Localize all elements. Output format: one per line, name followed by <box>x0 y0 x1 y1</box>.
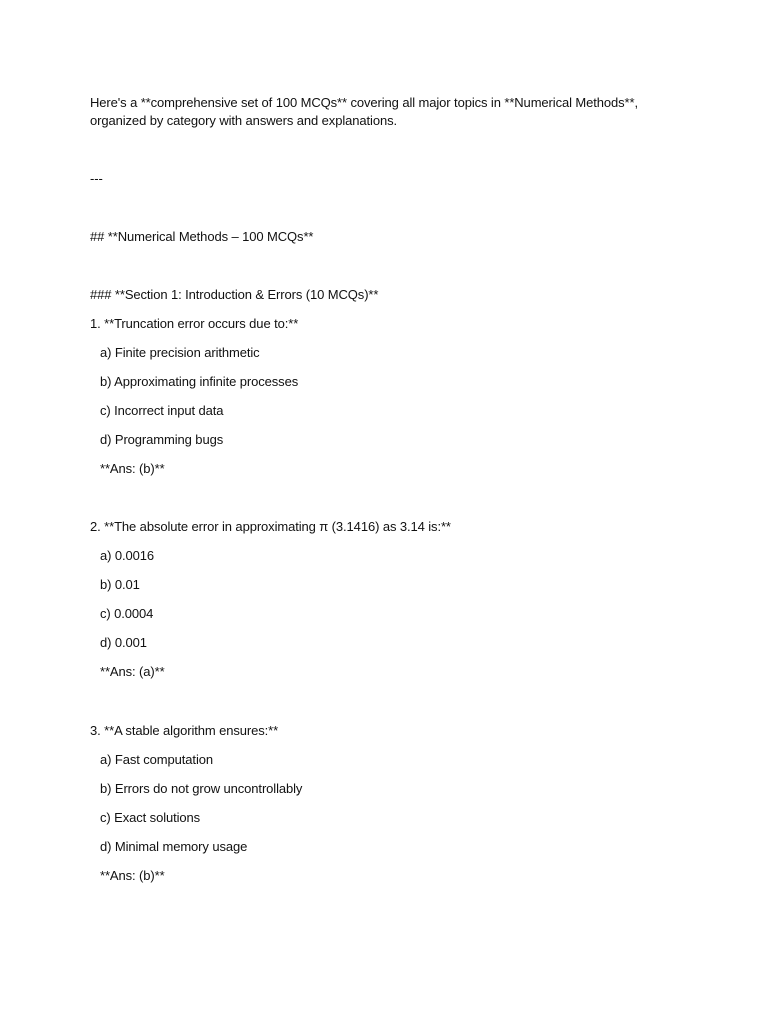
section-heading: ### **Section 1: Introduction & Errors (10 MCQs)** <box>90 287 379 302</box>
question-2-option-b: b) 0.01 <box>100 577 140 592</box>
question-2-option-a: a) 0.0016 <box>100 548 155 563</box>
question-3-answer: **Ans: (b)** <box>100 868 165 883</box>
question-2-answer: **Ans: (a)** <box>100 664 165 679</box>
question-2: 2. **The absolute error in approximating π (3.1416) as 3.14 is:** <box>90 519 451 534</box>
document-heading: ## **Numerical Methods – 100 MCQs** <box>90 229 314 244</box>
intro-line-2: organized by category with answers and explanations. <box>90 113 397 128</box>
question-2-option-d: d) 0.001 <box>100 635 147 650</box>
question-1-option-c: c) Incorrect input data <box>100 403 224 418</box>
question-1-option-d: d) Programming bugs <box>100 432 224 447</box>
question-1-option-a: a) Finite precision arithmetic <box>100 345 260 360</box>
separator-line: --- <box>90 171 103 186</box>
question-3-option-b: b) Errors do not grow uncontrollably <box>100 781 303 796</box>
question-1: 1. **Truncation error occurs due to:** <box>90 316 299 331</box>
question-1-answer: **Ans: (b)** <box>100 461 165 476</box>
question-3-option-a: a) Fast computation <box>100 752 213 767</box>
question-2-option-c: c) 0.0004 <box>100 606 154 621</box>
question-3-option-c: c) Exact solutions <box>100 810 201 825</box>
intro-line-1: Here's a **comprehensive set of 100 MCQs** covering all major topics in **Numerical Methods**, <box>90 95 638 110</box>
question-1-option-b: b) Approximating infinite processes <box>100 374 299 389</box>
question-3: 3. **A stable algorithm ensures:** <box>90 723 279 738</box>
question-3-option-d: d) Minimal memory usage <box>100 839 248 854</box>
